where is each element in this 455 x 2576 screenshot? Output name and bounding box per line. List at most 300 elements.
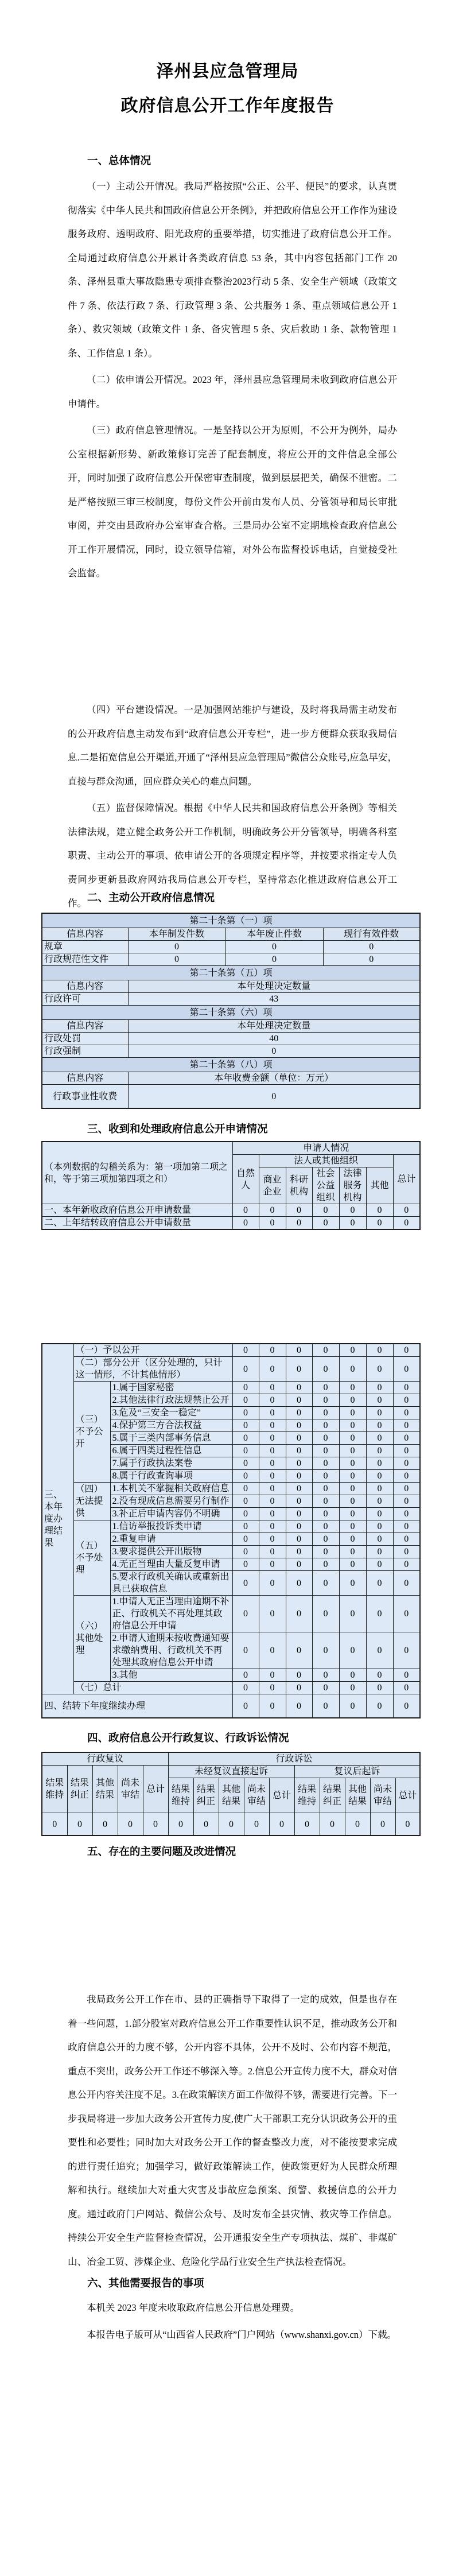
cell-val: 0	[259, 1457, 286, 1470]
cell-head: 其他	[366, 1167, 393, 1204]
cell-val: 0	[259, 1394, 286, 1407]
cell-band: 第二十条第（六）项	[42, 1006, 420, 1020]
cell-val: 0	[366, 1432, 393, 1445]
cell-val: 0	[393, 1394, 420, 1407]
cell-val: 0	[366, 1632, 393, 1669]
cell-val: 0	[232, 1682, 259, 1694]
cell-val: 0	[312, 1596, 339, 1632]
cell-label: 1.信访举报投诉类申请	[110, 1520, 232, 1533]
cell-val: 0	[312, 1204, 339, 1217]
cell-val: 0	[393, 1596, 420, 1632]
cell-val: 0	[366, 1682, 393, 1694]
cell-val: 0	[232, 1694, 259, 1718]
cell-val: 0	[366, 1382, 393, 1394]
cell-val: 0	[286, 1495, 312, 1508]
cell-label: 4.无正当理由大量反复申请	[110, 1558, 232, 1571]
cell-val: 0	[312, 1558, 339, 1571]
problems-paragraphs	[68, 1988, 397, 2276]
cell-label: 2.重复申请	[110, 1533, 232, 1546]
table-requests-results	[41, 1343, 421, 1718]
cell-val: 0	[312, 1382, 339, 1394]
cell-val: 0	[259, 1533, 286, 1546]
paragraph-proactive-disclosure: （一）主动公开情况。我局严格按照“公正、公平、便民”的要求，认真贯彻落实《中华人民共和国政府信息公开条例》，并把政府信息公开工作作为建设服务政府、透明政府、阳光政府的重要举措，切实推进了政府信息公开工作。全局通过政府信息公开累计各类政府信息 53 条，其中内容包括部门工作 20 条、泽州县重大事故隐患专项排查整治2023行动 5 条、安全生产领域（政策文件 7 条、依法行政 7 条、行政管理 3 条、公共服务 1 条、重点领域信息公开 1 条）、救灾领域（政策文件 1 条、备灾管理 5 条、灾后救助 1 条、款物管理 1 条、工作信息 1 条）。	[68, 181, 397, 359]
cell-label: 行政强制	[42, 1045, 128, 1058]
cell-val: 0	[339, 1682, 366, 1694]
cell-val: 0	[232, 1632, 259, 1669]
cell-head: 信息内容	[42, 928, 128, 941]
cell-head: 结果维持	[168, 1778, 193, 1813]
cell-val: 0	[259, 1682, 286, 1694]
cell-val: 0	[366, 1357, 393, 1382]
cell-val: 0	[366, 1419, 393, 1432]
cell-val: 0	[259, 1419, 286, 1432]
cell-val: 0	[232, 1394, 259, 1407]
cell-val: 0	[339, 1669, 366, 1682]
cell-val: 0	[232, 1558, 259, 1571]
cell-val: 0	[286, 1204, 312, 1217]
cell-val: 0	[312, 1533, 339, 1546]
cell-val: 0	[259, 1483, 286, 1495]
cell-val: 0	[339, 1217, 366, 1230]
cell-val: 0	[259, 1382, 286, 1394]
paragraph-no-fees: 本机关 2023 年度未收取政府信息公开信息处理费。	[87, 2302, 300, 2313]
cell-label: 二、上年结转政府信息公开申请数量	[42, 1217, 232, 1230]
cell-val: 0	[312, 1457, 339, 1470]
cell-val: 0	[286, 1694, 312, 1718]
cell-val: 0	[232, 1520, 259, 1533]
cell-val: 0	[92, 1813, 118, 1836]
cell-val: 0	[339, 1546, 366, 1558]
cell-label: （一）予以公开	[73, 1344, 232, 1357]
cell-val: 0	[286, 1520, 312, 1533]
cell-val: 0	[339, 1533, 366, 1546]
cell-val: 0	[42, 1813, 67, 1836]
cell-label: 3.补正后申请内容仍不明确	[110, 1508, 232, 1520]
cell-head: 尚未审结	[370, 1778, 395, 1813]
cell-val: 0	[393, 1483, 420, 1495]
cell-val: 0	[232, 1407, 259, 1419]
cell-val: 0	[339, 1445, 366, 1457]
cell-label: （三）不予公开	[73, 1382, 110, 1483]
cell-head: 未经复议直接起诉	[168, 1766, 294, 1778]
cell-head: 结果纠正	[67, 1766, 92, 1813]
paragraph-on-request-disclosure: （二）依申请公开情况。2023 年，泽州县应急管理局未收到政府信息公开申请件。	[68, 374, 397, 409]
cell-val: 0	[232, 1419, 259, 1432]
cell-val: 0	[259, 1357, 286, 1382]
cell-val: 0	[244, 1813, 269, 1836]
cell-label: 2.没有现成信息需要另行制作	[110, 1495, 232, 1508]
cell-val: 0	[395, 1813, 420, 1836]
cell-val: 0	[393, 1407, 420, 1419]
cell-val: 0	[286, 1571, 312, 1596]
cell-val: 0	[232, 1217, 259, 1230]
cell-head: 本年制发件数	[128, 928, 225, 941]
cell-val: 0	[366, 1571, 393, 1596]
cell-val: 0	[323, 941, 420, 953]
cell-head: 商业企业	[259, 1167, 286, 1204]
cell-head: 结果维持	[42, 1766, 67, 1813]
heading-proactive-disclosure-table: 二、主动公开政府信息情况	[87, 891, 215, 903]
cell-label: 规章	[42, 941, 128, 953]
cell-val: 0	[366, 1596, 393, 1632]
cell-head: 自然人	[232, 1155, 259, 1204]
cell-val: 0	[286, 1445, 312, 1457]
cell-val: 0	[286, 1470, 312, 1483]
cell-val: 0	[366, 1669, 393, 1682]
heading-other-matters: 六、其他需要报告的事项	[87, 2277, 204, 2289]
cell-val: 0	[393, 1520, 420, 1533]
overview-paragraphs-2	[68, 698, 397, 918]
cell-val: 0	[393, 1495, 420, 1508]
cell-label: 3.要求提供公开出版物	[110, 1546, 232, 1558]
cell-val: 0	[259, 1344, 286, 1357]
cell-val: 0	[128, 953, 225, 966]
cell-val: 0	[286, 1394, 312, 1407]
cell-label: 3.其他	[110, 1669, 232, 1682]
cell-head: 其他结果	[345, 1778, 370, 1813]
cell-val: 0	[232, 1669, 259, 1682]
cell-val: 0	[259, 1546, 286, 1558]
cell-val: 0	[232, 1483, 259, 1495]
cell-val: 0	[366, 1508, 393, 1520]
cell-val: 0	[339, 1508, 366, 1520]
cell-val: 0	[219, 1813, 244, 1836]
cell-val: 0	[232, 1344, 259, 1357]
cell-val: 0	[393, 1558, 420, 1571]
cell-val: 0	[339, 1407, 366, 1419]
cell-val: 40	[128, 1033, 420, 1045]
cell-val: 0	[232, 1495, 259, 1508]
cell-val: 0	[269, 1813, 294, 1836]
cell-val: 0	[259, 1558, 286, 1571]
paragraph-problems-improvements: 我局政务公开工作在市、县的正确指导下取得了一定的成效，但是也存在着一些问题，1.部分股室对政府信息公开工作重要性认识不足，推动政务公开和政府信息公开的力度不够，公开内容不具体，公开不及时、公布内容不规范，重点不突出，政务公开工作还不够深入等。2.信息公开宣传力度不大，群众对信息公开内容关注度不足。3.在政策解读方面工作做得不够，需要进行完善。下一步我局将进一步加大政务公开宣传力度,使广大干部职工充分认识政务公开的重要性和必要性；同时加大对政务公开工作的督查整改力度，对不能按要求完成的进行责任追究；加强学习，做好政策解读工作，使政策更好为人民群众所理解和执行。继续加大对重大灾害及事故应急预案、预警、救援信息的公开力度。通过政府门户网站、微信公众号、及时发布全县灾情、救灾等工作信息。持续公开安全生产监督检查情况，公开通报安全生产专项执法、煤矿、非煤矿山、冶金工贸、涉煤企业、危险化学品行业安全生产执法检查情况。	[68, 1994, 397, 2267]
cell-val: 0	[393, 1344, 420, 1357]
cell-label: 5.属于三类内部事务信息	[110, 1432, 232, 1445]
title-line-2: 政府信息公开工作年度报告	[120, 96, 335, 115]
cell-val: 0	[366, 1344, 393, 1357]
cell-label: 1.本机关不掌握相关政府信息	[110, 1483, 232, 1495]
cell-val: 0	[339, 1694, 366, 1718]
cell-val: 0	[393, 1694, 420, 1718]
cell-val: 0	[286, 1419, 312, 1432]
cell-val: 0	[312, 1394, 339, 1407]
cell-val: 0	[366, 1407, 393, 1419]
cell-val: 0	[366, 1457, 393, 1470]
cell-label: 1.属于国家秘密	[110, 1382, 232, 1394]
cell-val: 0	[339, 1520, 366, 1533]
cell-val: 0	[232, 1445, 259, 1457]
cell-val: 0	[286, 1344, 312, 1357]
cell-val: 0	[232, 1571, 259, 1596]
cell-head: 行政诉讼	[168, 1752, 420, 1766]
heading-problems-improvements: 五、存在的主要问题及改进情况	[87, 1845, 236, 1857]
cell-val: 0	[286, 1669, 312, 1682]
cell-label: 行政处罚	[42, 1033, 128, 1045]
cell-val: 0	[339, 1357, 366, 1382]
cell-val: 0	[339, 1432, 366, 1445]
cell-val: 0	[312, 1495, 339, 1508]
cell-val: 0	[232, 1533, 259, 1546]
cell-val: 0	[259, 1596, 286, 1632]
cell-val: 0	[259, 1445, 286, 1457]
heading-requests: 三、收到和处理政府信息公开申请情况	[87, 1123, 268, 1135]
cell-val: 0	[366, 1204, 393, 1217]
cell-head: 本年处理决定数量	[128, 1020, 420, 1033]
cell-val: 0	[320, 1813, 345, 1836]
cell-val: 43	[128, 993, 420, 1006]
cell-head: 行政复议	[42, 1752, 168, 1766]
cell-note: （本列数据的勾稽关系为：第一项加第二项之和，等于第三项加第四项之和）	[42, 1142, 232, 1204]
cell-band: 第二十条第（八）项	[42, 1058, 420, 1072]
cell-val: 0	[259, 1495, 286, 1508]
cell-label: （五）不予处理	[73, 1520, 110, 1596]
cell-val: 0	[345, 1813, 370, 1836]
cell-val: 0	[393, 1204, 420, 1217]
cell-label: 行政规范性文件	[42, 953, 128, 966]
cell-val: 0	[259, 1694, 286, 1718]
paragraph-platform-construction: （四）平台建设情况。一是加强网站维护与建设，及时将我局需主动发布的公开政府信息主动发布到“政府信息公开专栏”，进一步方便群众获取我局信息.二是拓宽信息公开渠道,开通了“泽州县应急管理局”微信公众账号,应急早安，直接与群众沟通，回应群众关心的难点问题。	[68, 704, 397, 787]
document-title	[0, 55, 455, 123]
cell-val: 0	[312, 1571, 339, 1596]
cell-band: 第二十条第（一）项	[42, 913, 420, 928]
cell-val: 0	[312, 1520, 339, 1533]
cell-head: 本年收费金额（单位：万元）	[128, 1072, 420, 1085]
cell-head: 复议后起诉	[294, 1766, 420, 1778]
paragraph-information-management: （三）政府信息管理情况。一是坚持以公开为原则，不公开为例外，局办公室根据新形势、新政策修订完善了配套制度，将应公开的文件信息全部公开，同时加强了政府信息公开保密审查制度，做到层层把关，确保不泄密。二是严格按照三审三校制度，每份文件公开前由发布人员、分管领导和局长审批审阅，并交由县政府办公室审查合格。三是局办公室不定期地检查政府信息公开工作开展情况，同时，设立领导信箱，对外公布监督投诉电话，自觉接受社会监督。	[68, 425, 397, 579]
cell-label: 1.申请人无正当理由逾期不补正、行政机关不再处理其政府信息公开申请	[110, 1596, 232, 1632]
cell-label: 4.保护第三方合法权益	[110, 1419, 232, 1432]
cell-val: 0	[312, 1546, 339, 1558]
cell-val: 0	[393, 1432, 420, 1445]
cell-val: 0	[393, 1445, 420, 1457]
cell-val: 0	[312, 1669, 339, 1682]
cell-label: 7.属于行政执法案卷	[110, 1457, 232, 1470]
cell-val: 0	[366, 1546, 393, 1558]
cell-val: 0	[168, 1813, 193, 1836]
cell-val: 0	[225, 953, 323, 966]
cell-val: 0	[339, 1457, 366, 1470]
cell-band: 第二十条第（五）项	[42, 966, 420, 980]
cell-val: 0	[232, 1596, 259, 1632]
cell-head: 科研机构	[286, 1167, 312, 1204]
cell-head: 总计	[143, 1766, 168, 1813]
cell-val: 0	[193, 1813, 219, 1836]
cell-val: 0	[286, 1558, 312, 1571]
cell-head: 本年废止件数	[225, 928, 323, 941]
cell-val: 0	[286, 1457, 312, 1470]
cell-val: 0	[339, 1558, 366, 1571]
cell-label: 2.其他法律行政法规禁止公开	[110, 1394, 232, 1407]
cell-val: 0	[143, 1813, 168, 1836]
cell-val: 0	[286, 1682, 312, 1694]
cell-val: 0	[259, 1217, 286, 1230]
cell-val: 0	[312, 1432, 339, 1445]
cell-val: 0	[286, 1632, 312, 1669]
cell-val: 0	[339, 1204, 366, 1217]
table-review-litigation	[41, 1752, 421, 1836]
cell-val: 0	[259, 1470, 286, 1483]
cell-val: 0	[312, 1508, 339, 1520]
heading-overview: 一、总体情况	[87, 154, 151, 166]
cell-val: 0	[393, 1357, 420, 1382]
cell-head: 总计	[269, 1778, 294, 1813]
cell-val: 0	[366, 1217, 393, 1230]
cell-val: 0	[128, 941, 225, 953]
cell-val: 0	[286, 1483, 312, 1495]
cell-val: 0	[225, 941, 323, 953]
cell-val: 0	[286, 1357, 312, 1382]
cell-head: 申请人情况	[232, 1142, 420, 1155]
cell-label: 行政事业性收费	[42, 1085, 128, 1109]
cell-val: 0	[393, 1470, 420, 1483]
cell-val: 0	[366, 1394, 393, 1407]
cell-val: 0	[339, 1571, 366, 1596]
cell-val: 0	[232, 1457, 259, 1470]
heading-review-litigation: 四、政府信息公开行政复议、行政诉讼情况	[87, 1732, 289, 1744]
cell-val: 0	[312, 1470, 339, 1483]
paragraph-download-portal: 本报告电子版可从“山西省人民政府”门户网站（www.shanxi.gov.cn）下载。	[87, 2329, 397, 2340]
cell-val: 0	[393, 1217, 420, 1230]
cell-val: 0	[259, 1520, 286, 1533]
cell-label: 2.申请人逾期未按收费通知要求缴纳费用、行政机关不再处理其政府信息公开申请	[110, 1632, 232, 1669]
cell-val: 0	[366, 1558, 393, 1571]
cell-head: 本年处理决定数量	[128, 980, 420, 993]
cell-val: 0	[366, 1470, 393, 1483]
cell-val: 0	[393, 1382, 420, 1394]
cell-head: 结果纠正	[193, 1778, 219, 1813]
cell-val: 0	[259, 1632, 286, 1669]
cell-val: 0	[366, 1694, 393, 1718]
cell-head: 其他结果	[219, 1778, 244, 1813]
cell-val: 0	[339, 1344, 366, 1357]
cell-head: 尚未审结	[118, 1766, 143, 1813]
cell-val: 0	[286, 1533, 312, 1546]
cell-val: 0	[312, 1357, 339, 1382]
cell-head: 尚未审结	[244, 1778, 269, 1813]
cell-val: 0	[339, 1483, 366, 1495]
cell-val: 0	[366, 1520, 393, 1533]
cell-head: 社会公益组织	[312, 1167, 339, 1204]
cell-val: 0	[259, 1669, 286, 1682]
cell-val: 0	[286, 1217, 312, 1230]
title-line-1: 泽州县应急管理局	[156, 62, 299, 81]
cell-val: 0	[312, 1407, 339, 1419]
paragraph-supervision-guarantee: （五）监督保障情况。根据《中华人民共和国政府信息公开条例》等相关法律法规，建立健全政务公开工作机制，明确政务公开分管领导，明确各科室职责、主动公开的事项、依申请公开的各项规定程序等，并按要求指定专人负责同步更新县政府网站我局信息公开专栏，坚持常态化推进政府信息公开工作。	[68, 802, 397, 909]
cell-val: 0	[393, 1533, 420, 1546]
other-matters-paragraphs	[68, 2296, 397, 2349]
cell-val: 0	[312, 1217, 339, 1230]
cell-label: 8.属于行政查询事项	[110, 1470, 232, 1483]
cell-val: 0	[312, 1682, 339, 1694]
cell-label: （四）无法提供	[73, 1483, 110, 1520]
cell-val: 0	[370, 1813, 395, 1836]
cell-val: 0	[312, 1445, 339, 1457]
table-proactive-disclosure	[41, 913, 421, 1109]
cell-val: 0	[366, 1445, 393, 1457]
cell-label: 一、本年新收政府信息公开申请数量	[42, 1204, 232, 1217]
cell-val: 0	[393, 1669, 420, 1682]
cell-label: 3.危及“三安全一稳定”	[110, 1407, 232, 1419]
cell-val: 0	[312, 1344, 339, 1357]
cell-label: 5.要求行政机关确认或重新出具已获取信息	[110, 1571, 232, 1596]
cell-val: 0	[339, 1419, 366, 1432]
cell-val: 0	[259, 1571, 286, 1596]
cell-val: 0	[286, 1382, 312, 1394]
cell-val: 0	[339, 1382, 366, 1394]
cell-val: 0	[232, 1357, 259, 1382]
cell-label: 行政许可	[42, 993, 128, 1006]
cell-label: （七）总计	[73, 1682, 232, 1694]
cell-head: 现行有效件数	[323, 928, 420, 941]
cell-val: 0	[232, 1546, 259, 1558]
cell-val: 0	[294, 1813, 320, 1836]
cell-head: 信息内容	[42, 1020, 128, 1033]
cell-val: 0	[286, 1596, 312, 1632]
cell-lead: 三、本年度办理结果	[42, 1344, 73, 1694]
cell-head: 其他结果	[92, 1766, 118, 1813]
cell-val: 0	[339, 1470, 366, 1483]
cell-val: 0	[259, 1508, 286, 1520]
cell-val: 0	[339, 1596, 366, 1632]
cell-head: 信息内容	[42, 1072, 128, 1085]
cell-val: 0	[286, 1546, 312, 1558]
cell-val: 0	[259, 1432, 286, 1445]
cell-head: 结果纠正	[320, 1778, 345, 1813]
cell-val: 0	[339, 1632, 366, 1669]
cell-val: 0	[366, 1495, 393, 1508]
cell-val: 0	[393, 1508, 420, 1520]
cell-head: 信息内容	[42, 980, 128, 993]
cell-val: 0	[286, 1508, 312, 1520]
table-requests-received	[41, 1141, 421, 1230]
cell-val: 0	[232, 1204, 259, 1217]
cell-val: 0	[232, 1432, 259, 1445]
cell-val: 0	[393, 1457, 420, 1470]
cell-val: 0	[339, 1495, 366, 1508]
cell-val: 0	[393, 1682, 420, 1694]
cell-val: 0	[393, 1546, 420, 1558]
cell-label: （六）其他处理	[73, 1596, 110, 1682]
cell-head: 总计	[395, 1778, 420, 1813]
cell-val: 0	[312, 1694, 339, 1718]
cell-head: 总计	[393, 1155, 420, 1204]
cell-val: 0	[312, 1483, 339, 1495]
cell-label: 四、结转下年度继续办理	[42, 1694, 232, 1718]
cell-head: 法人或其他组织	[259, 1155, 393, 1167]
cell-val: 0	[323, 953, 420, 966]
cell-val: 0	[366, 1533, 393, 1546]
cell-label: 6.属于四类过程性信息	[110, 1445, 232, 1457]
cell-val: 0	[128, 1085, 420, 1109]
cell-val: 0	[128, 1045, 420, 1058]
cell-val: 0	[118, 1813, 143, 1836]
cell-val: 0	[393, 1632, 420, 1669]
cell-val: 0	[393, 1571, 420, 1596]
cell-val: 0	[232, 1470, 259, 1483]
cell-val: 0	[259, 1407, 286, 1419]
cell-head: 法律服务机构	[339, 1167, 366, 1204]
cell-val: 0	[232, 1382, 259, 1394]
cell-val: 0	[286, 1432, 312, 1445]
cell-val: 0	[312, 1419, 339, 1432]
cell-head: 结果维持	[294, 1778, 320, 1813]
cell-val: 0	[312, 1632, 339, 1669]
cell-val: 0	[339, 1394, 366, 1407]
cell-label: （二）部分公开（区分处理的，只计这一情形，不计其他情形）	[73, 1357, 232, 1382]
cell-val: 0	[286, 1407, 312, 1419]
overview-paragraphs	[68, 174, 397, 588]
cell-val: 0	[393, 1419, 420, 1432]
